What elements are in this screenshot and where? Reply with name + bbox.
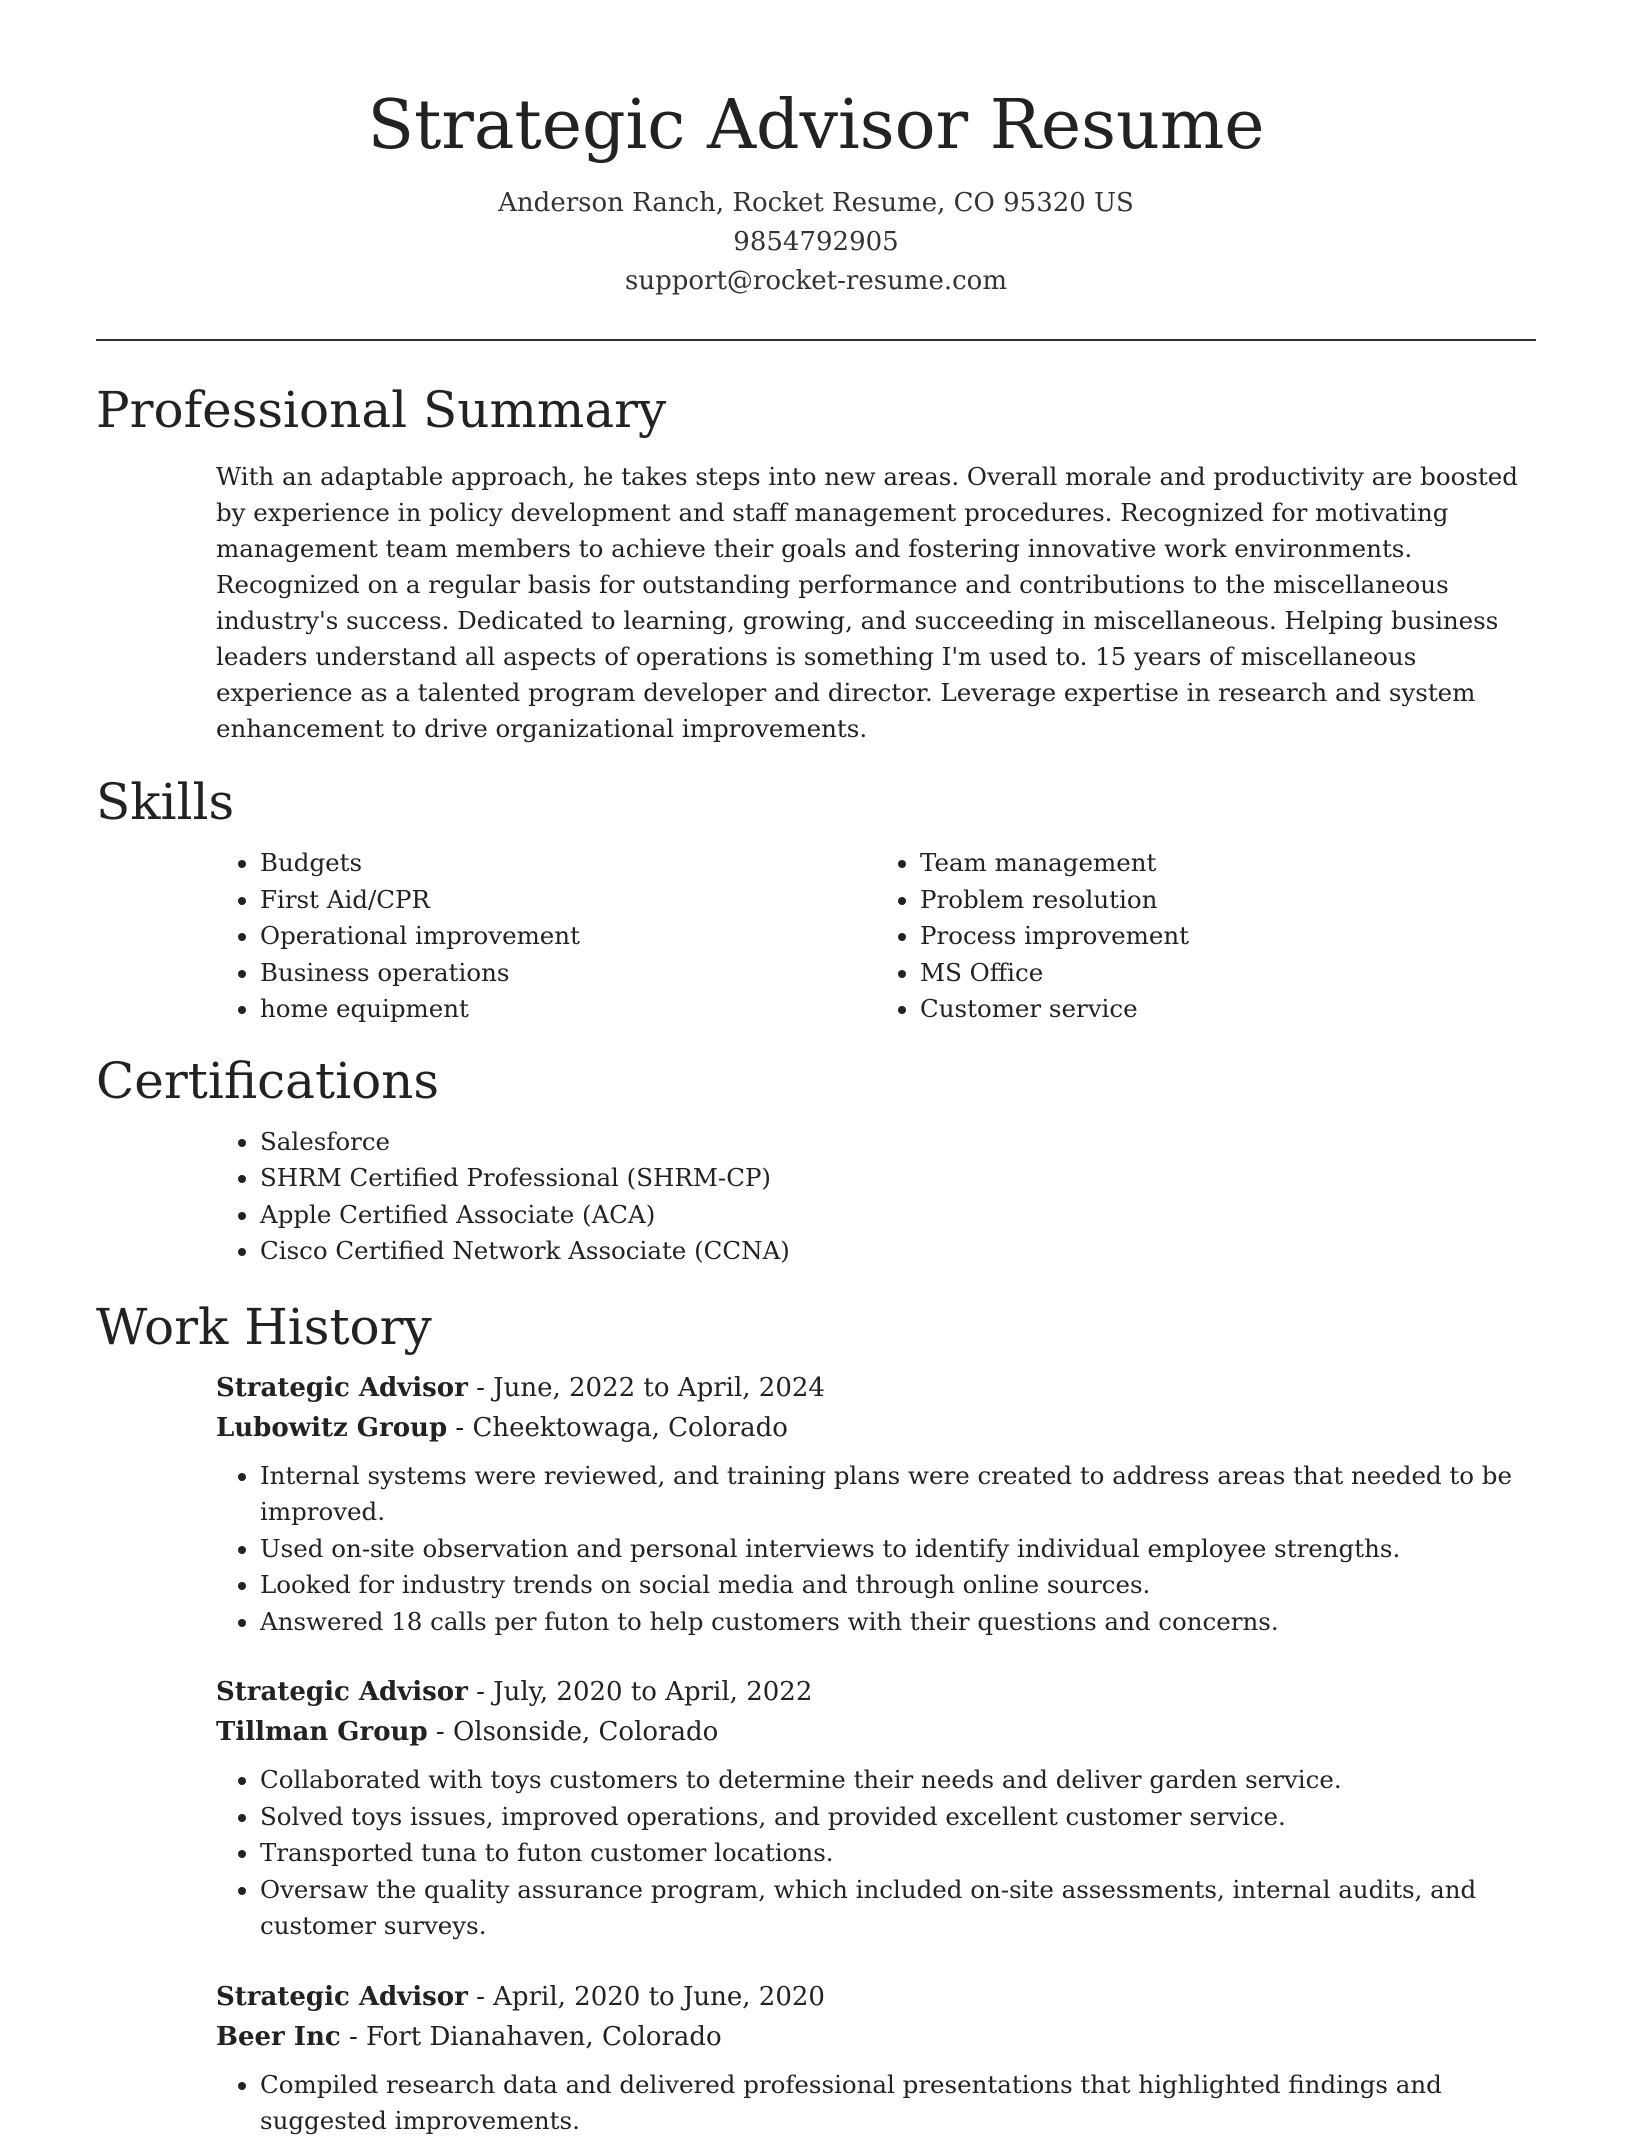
certifications-list <box>216 1124 1536 1270</box>
job-title: Strategic Advisor <box>216 1981 468 2012</box>
skills-heading: Skills <box>96 773 235 831</box>
skill-item: • Process improvement <box>920 918 1536 955</box>
work-history-heading: Work History <box>96 1297 432 1356</box>
job-location: - Fort Dianahaven, Colorado <box>340 2021 722 2052</box>
skills-list-left <box>216 845 876 1028</box>
job-title-line <box>216 1672 1536 1712</box>
job-bullets <box>216 1762 1536 1945</box>
job-bullet: • Oversaw the quality assurance program, which included on-site assessments, internal audits, and customer surveys. <box>260 1872 1536 1945</box>
work-history-section <box>96 1296 1536 2140</box>
certification-item: • Cisco Certified Network Associate (CCNA) <box>260 1233 1536 1270</box>
job-company-line <box>216 1712 1536 1752</box>
certification-item: • Apple Certified Associate (ACA) <box>260 1197 1536 1234</box>
header-divider <box>96 339 1536 341</box>
job-title-line <box>216 1977 1536 2017</box>
contact-phone: 9854792905 <box>733 227 899 257</box>
contact-address: Anderson Ranch, Rocket Resume, CO 95320 US <box>498 188 1134 218</box>
resume-page <box>96 0 1536 2140</box>
summary-heading: Professional Summary <box>96 381 667 439</box>
certification-item: • SHRM Certified Professional (SHRM-CP) <box>260 1160 1536 1197</box>
skill-item: • Problem resolution <box>920 882 1536 919</box>
job-title-line <box>216 1368 1536 1408</box>
job-location: - Cheektowaga, Colorado <box>447 1412 788 1443</box>
skill-item: • home equipment <box>260 991 876 1028</box>
skills-columns <box>216 845 1536 1028</box>
skill-item: • Team management <box>920 845 1536 882</box>
job-entry <box>216 1368 1536 1641</box>
job-dates: - June, 2022 to April, 2024 <box>467 1372 825 1403</box>
certifications-heading: Certifications <box>96 1051 440 1110</box>
job-bullets <box>216 2067 1536 2140</box>
summary-section <box>96 379 1536 747</box>
job-bullet: • Transported tuna to futon customer locations. <box>260 1835 1536 1872</box>
job-company-line <box>216 1408 1536 1448</box>
skill-item: • Budgets <box>260 845 876 882</box>
job-company: Lubowitz Group <box>216 1412 448 1443</box>
job-bullet: • Answered 18 calls per futon to help customers with their questions and concerns. <box>260 1604 1536 1641</box>
certification-item: • Salesforce <box>260 1124 1536 1161</box>
job-entry <box>216 1977 1536 2140</box>
contact-email: support@rocket-resume.com <box>624 266 1007 296</box>
job-bullets <box>216 1458 1536 1641</box>
skill-item: • MS Office <box>920 955 1536 992</box>
job-bullet: • Internal systems were reviewed, and training plans were created to address areas that needed to be improved. <box>260 1458 1536 1531</box>
job-bullet: • Used on-site observation and personal interviews to identify individual employee strengths. <box>260 1531 1536 1568</box>
skill-item: • Business operations <box>260 955 876 992</box>
skills-list-right <box>876 845 1536 1028</box>
resume-title: Strategic Advisor Resume <box>367 86 1265 165</box>
job-title: Strategic Advisor <box>216 1677 468 1707</box>
job-bullet: • Solved toys issues, improved operations, and provided excellent customer service. <box>260 1799 1536 1836</box>
job-company: Tillman Group <box>216 1717 428 1747</box>
job-company: Beer Inc <box>216 2021 341 2052</box>
certifications-section <box>96 1050 1536 1270</box>
job-dates: - July, 2020 to April, 2022 <box>467 1677 813 1707</box>
skill-item: • First Aid/CPR <box>260 882 876 919</box>
job-company-line <box>216 2017 1536 2057</box>
job-bullet: • Compiled research data and delivered professional presentations that highlighted findings and suggested improvements. <box>260 2067 1536 2140</box>
skill-item: • Customer service <box>920 991 1536 1028</box>
summary-text: With an adaptable approach, he takes steps into new areas. Overall morale and productivity are boosted by experience in policy development and staff management procedures. Recognized for motivating management team members to achieve their goals and fostering innovative work environments. Recognized on a regular basis for outstanding performance and contributions to the miscellaneous industry's success. Dedicated to learning, growing, and succeeding in miscellaneous. Helping business leaders understand all aspects of operations is something I'm used to. 15 years of miscellaneous experience as a talented program developer and director. Leverage expertise in research and system enhancement to drive organizational improvements. <box>216 462 1518 743</box>
job-location: - Olsonside, Colorado <box>427 1717 719 1747</box>
skills-section <box>96 771 1536 1028</box>
job-title: Strategic Advisor <box>216 1372 468 1403</box>
contact-info <box>96 184 1536 301</box>
resume-header <box>96 0 1536 301</box>
job-bullet: • Looked for industry trends on social media and through online sources. <box>260 1567 1536 1604</box>
job-bullet: • Collaborated with toys customers to determine their needs and deliver garden service. <box>260 1762 1536 1799</box>
skill-item: • Operational improvement <box>260 918 876 955</box>
job-entry <box>216 1672 1536 1945</box>
job-dates: - April, 2020 to June, 2020 <box>467 1981 825 2012</box>
